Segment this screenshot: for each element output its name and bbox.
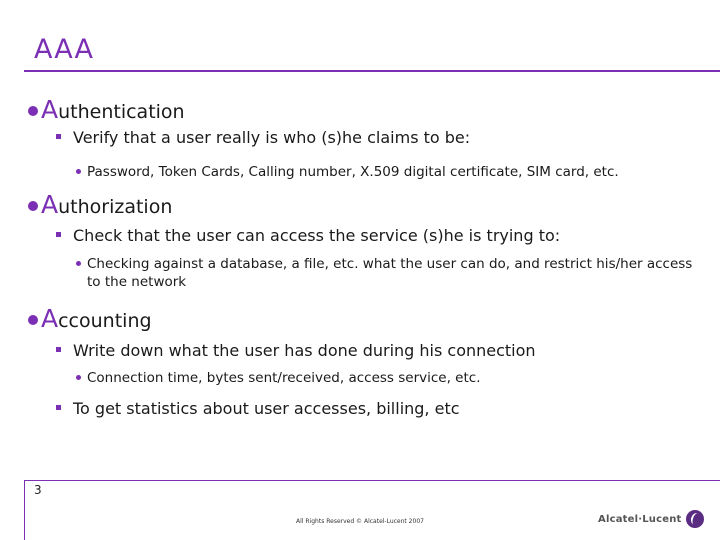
point-text: To get statistics about user accesses, billing, etc xyxy=(73,399,460,418)
square-bullet-icon xyxy=(56,134,61,139)
sub-point-text: Password, Token Cards, Calling number, X.509 digital certificate, SIM card, etc. xyxy=(87,164,619,180)
point-text: Verify that a user really is who (s)he claims to be: xyxy=(73,128,471,147)
footer-side-divider xyxy=(24,480,25,540)
square-bullet-icon xyxy=(56,347,61,352)
point-text: Write down what the user has done during his connection xyxy=(73,341,536,360)
dot-bullet-icon xyxy=(76,169,81,174)
section-initial: A xyxy=(41,304,59,333)
section-heading-text: ccounting xyxy=(58,310,152,332)
purple-dot-bullet-icon xyxy=(28,106,38,116)
point-text: Check that the user can access the service (s)he is trying to: xyxy=(73,226,561,245)
sub-point-text: Checking against a database, a file, etc. what the user can do, and restrict his/her access to the network xyxy=(87,256,693,290)
point-item xyxy=(56,399,460,418)
dot-bullet-icon xyxy=(76,375,81,380)
point-item xyxy=(56,226,560,245)
square-bullet-icon xyxy=(56,405,61,410)
alcatel-lucent-logo xyxy=(598,510,704,528)
section-heading-accounting xyxy=(28,304,152,333)
alcatel-lucent-logo-icon xyxy=(686,510,704,528)
slide-title: AAA xyxy=(34,34,94,65)
point-item xyxy=(56,341,536,360)
section-heading-authentication xyxy=(28,95,185,124)
sub-point-text: Connection time, bytes sent/received, access service, etc. xyxy=(87,370,481,386)
sub-point-item xyxy=(76,369,696,387)
section-heading-text: uthentication xyxy=(58,101,185,123)
section-heading-authorization xyxy=(28,190,172,219)
section-heading-text: uthorization xyxy=(58,196,173,218)
sub-point-item xyxy=(76,255,696,291)
copyright-notice: All Rights Reserved © Alcatel-Lucent 2007 xyxy=(296,518,424,525)
footer-divider xyxy=(24,480,720,481)
page-number: 3 xyxy=(34,483,42,497)
square-bullet-icon xyxy=(56,232,61,237)
purple-dot-bullet-icon xyxy=(28,201,38,211)
purple-dot-bullet-icon xyxy=(28,315,38,325)
section-initial: A xyxy=(41,190,59,219)
dot-bullet-icon xyxy=(76,261,81,266)
section-initial: A xyxy=(41,95,59,124)
point-item xyxy=(56,128,470,147)
sub-point-item xyxy=(76,163,696,181)
logo-text: Alcatel·Lucent xyxy=(598,513,682,525)
